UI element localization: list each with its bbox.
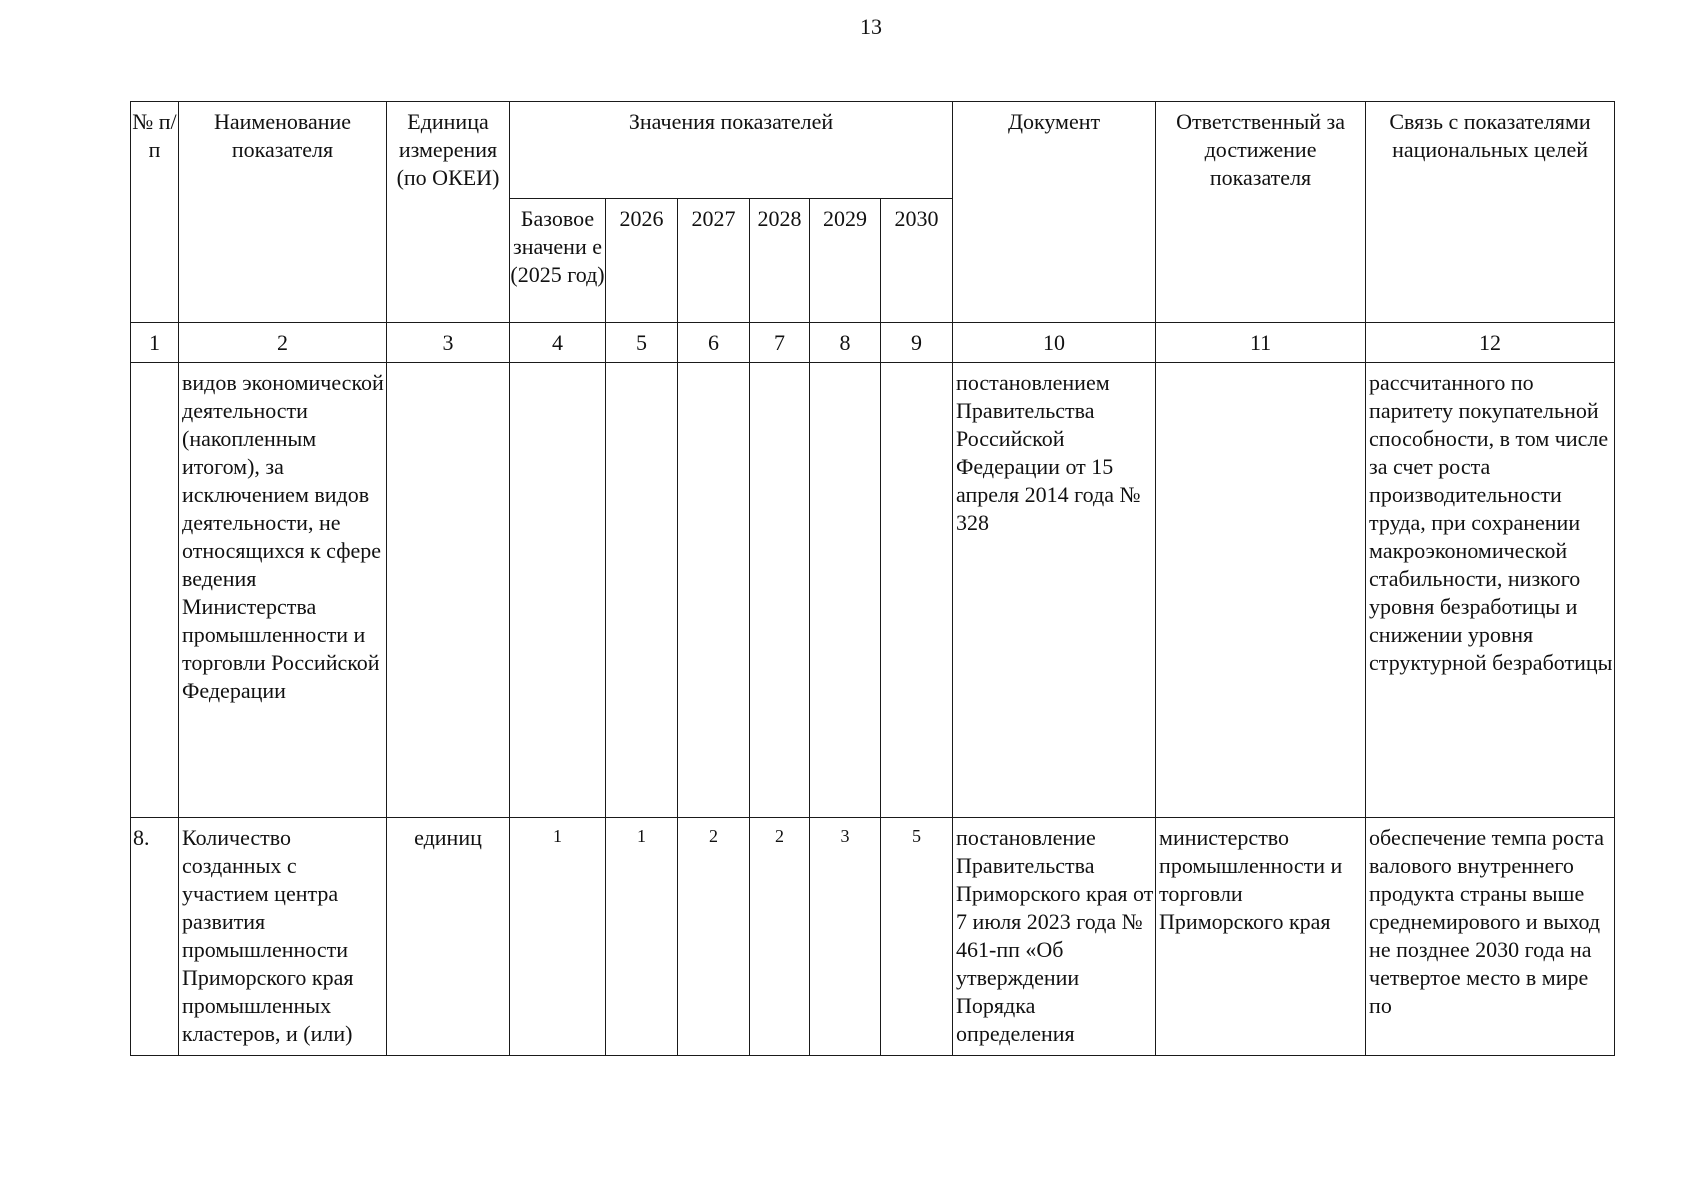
header-row-1 bbox=[131, 102, 1615, 199]
indicator-unit: единиц bbox=[387, 818, 510, 1056]
column-number: 7 bbox=[750, 323, 810, 363]
header-col-name: Наименование показателя bbox=[179, 102, 387, 323]
header-base-value: Базовое значени е (2025 год) bbox=[510, 199, 606, 323]
responsible-cell: министерство промышленности и торговли Приморского края bbox=[1156, 818, 1366, 1056]
base-value: 1 bbox=[510, 818, 606, 1056]
column-number: 4 bbox=[510, 323, 606, 363]
column-number: 10 bbox=[953, 323, 1156, 363]
value-2028: 2 bbox=[750, 818, 810, 1056]
header-year-2027: 2027 bbox=[678, 199, 750, 323]
national-goal-link: обеспечение темпа роста валового внутреннего продукта страны выше среднемирового и выход не позднее 2030 года на четвертое место в мире по bbox=[1366, 818, 1615, 1056]
header-col-document: Документ bbox=[953, 102, 1156, 323]
value-2027: 2 bbox=[678, 818, 750, 1056]
value-2026: 1 bbox=[606, 818, 678, 1056]
value-2028 bbox=[750, 363, 810, 818]
header-values-group: Значения показателей bbox=[510, 102, 953, 199]
table-row bbox=[131, 818, 1615, 1056]
header-col-link: Связь с показателями национальных целей bbox=[1366, 102, 1615, 323]
header-year-2026: 2026 bbox=[606, 199, 678, 323]
value-2027 bbox=[678, 363, 750, 818]
document-cell: постановление Правительства Приморского края от 7 июля 2023 года № 461-пп «Об утверждении Порядка определения bbox=[953, 818, 1156, 1056]
column-number: 8 bbox=[810, 323, 881, 363]
responsible-cell bbox=[1156, 363, 1366, 818]
column-number: 2 bbox=[179, 323, 387, 363]
page-number: 13 bbox=[860, 14, 882, 39]
indicators-table bbox=[130, 101, 1615, 1056]
column-number: 1 bbox=[131, 323, 179, 363]
base-value bbox=[510, 363, 606, 818]
value-2026 bbox=[606, 363, 678, 818]
column-number: 11 bbox=[1156, 323, 1366, 363]
value-2029: 3 bbox=[810, 818, 881, 1056]
row-index bbox=[131, 363, 179, 818]
table-row bbox=[131, 363, 1615, 818]
column-number: 6 bbox=[678, 323, 750, 363]
header-year-2030: 2030 bbox=[881, 199, 953, 323]
column-number: 5 bbox=[606, 323, 678, 363]
row-index: 8. bbox=[131, 818, 179, 1056]
value-2030 bbox=[881, 363, 953, 818]
column-number: 3 bbox=[387, 323, 510, 363]
indicator-unit bbox=[387, 363, 510, 818]
header-col-responsible: Ответственный за достижение показателя bbox=[1156, 102, 1366, 323]
document-cell: постановлением Правительства Российской Федерации от 15 апреля 2014 года № 328 bbox=[953, 363, 1156, 818]
national-goal-link: рассчитанного по паритету покупательной способности, в том числе за счет роста производительности труда, при сохранении макроэкономической стабильности, низкого уровня безработицы и снижении уровня структурной безработицы bbox=[1366, 363, 1615, 818]
header-col-unit: Единица измерения (по ОКЕИ) bbox=[387, 102, 510, 323]
column-number: 12 bbox=[1366, 323, 1615, 363]
value-2030: 5 bbox=[881, 818, 953, 1056]
column-number: 9 bbox=[881, 323, 953, 363]
indicator-name: Количество созданных с участием центра развития промышленности Приморского края промышленных кластеров, и (или) bbox=[179, 818, 387, 1056]
value-2029 bbox=[810, 363, 881, 818]
indicator-name: видов экономической деятельности (накопленным итогом), за исключением видов деятельности, не относящихся к сфере ведения Министерства промышленности и торговли Российской Федерации bbox=[179, 363, 387, 818]
header-year-2029: 2029 bbox=[810, 199, 881, 323]
column-number-row bbox=[131, 323, 1615, 363]
header-col-number: № п/п bbox=[131, 102, 179, 323]
header-year-2028: 2028 bbox=[750, 199, 810, 323]
